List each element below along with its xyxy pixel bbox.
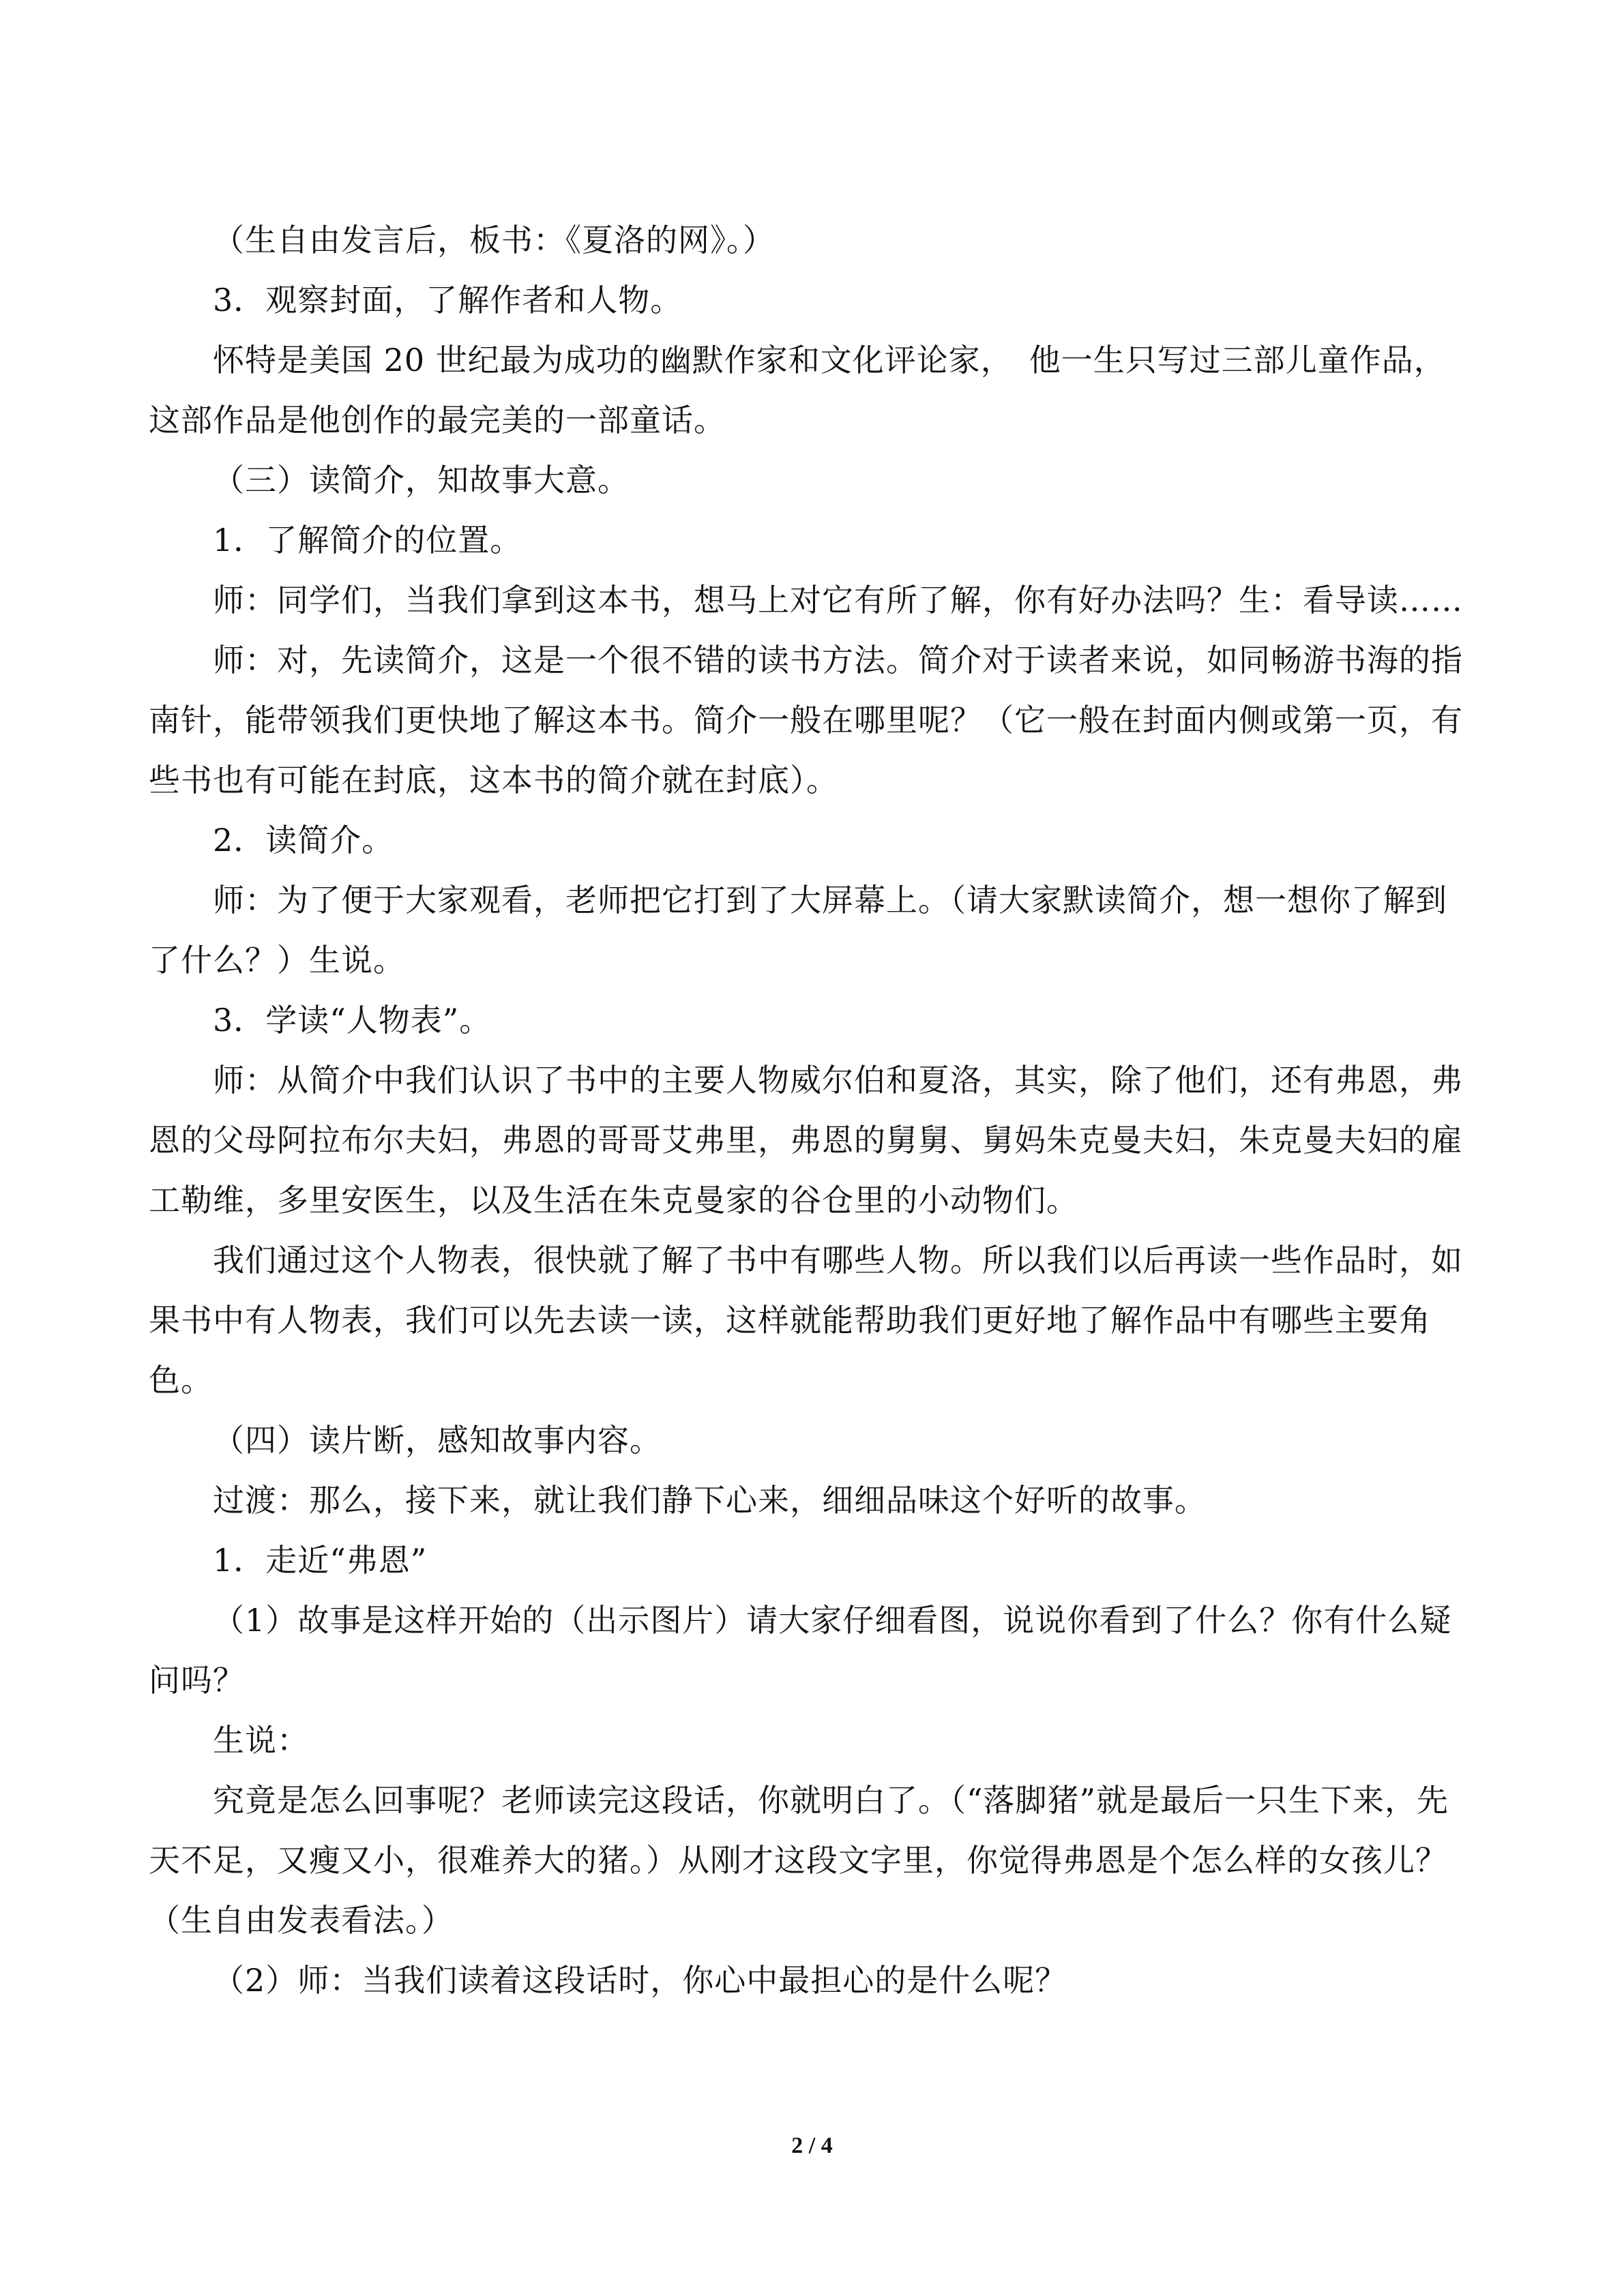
paragraph: 师：为了便于大家观看，老师把它打到了大屏幕上。（请大家默读简介，想一想你了解到了什么？）生说。	[149, 882, 1447, 979]
paragraph: 3．学读“人物表”。	[213, 1002, 492, 1039]
paragraph: 2．读简介。	[213, 822, 394, 859]
paragraph: （四）读片断，感知故事内容。	[213, 1422, 662, 1459]
paragraph: 生说：	[213, 1722, 309, 1759]
paragraph: 师：同学们，当我们拿到这本书，想马上对它有所了解，你有好办法吗？生：看导读……	[213, 582, 1463, 618]
paragraph: （生自由发言后，板书：《夏洛的网》。）	[213, 222, 775, 258]
page-number: 2 / 4	[791, 2133, 833, 2158]
paragraph: 过渡：那么，接下来，就让我们静下心来，细细品味这个好听的故事。	[213, 1482, 1207, 1519]
paragraph: （三）读简介，知故事大意。	[213, 462, 630, 498]
document-body	[149, 210, 1475, 2010]
paragraph: 怀特是美国 20 世纪最为成功的幽默作家和文化评论家， 他一生只写过三部儿童作品，这部作品是他创作的最完美的一部童话。	[149, 342, 1446, 438]
paragraph: （1）故事是这样开始的（出示图片）请大家仔细看图，说说你看到了什么？你有什么疑问吗？	[149, 1602, 1452, 1699]
paragraph: 师：从简介中我们认识了书中的主要人物威尔伯和夏洛，其实，除了他们，还有弗恩，弗恩的父母阿拉布尔夫妇，弗恩的哥哥艾弗里，弗恩的舅舅、舅妈朱克曼夫妇，朱克曼夫妇的雇工勒维，多里安医生，以及生活在朱克曼家的谷仓里的小动物们。	[149, 1062, 1463, 1219]
paragraph: 究竟是怎么回事呢？老师读完这段话，你就明白了。（“落脚猪”就是最后一只生下来，先天不足，又瘦又小，很难养大的猪。）从刚才这段文字里，你觉得弗恩是个怎么样的女孩儿？（生自由发表看法。）	[149, 1782, 1449, 1939]
paragraph: 师：对，先读简介，这是一个很不错的读书方法。简介对于读者来说，如同畅游书海的指南针，能带领我们更快地了解这本书。简介一般在哪里呢？（它一般在封面内侧或第一页，有些书也有可能在封底，这本书的简介就在封底）。	[149, 642, 1463, 799]
paragraph: 1．了解简介的位置。	[213, 522, 522, 558]
paragraph: 1．走近“弗恩”	[213, 1542, 428, 1579]
paragraph: 我们通过这个人物表，很快就了解了书中有哪些人物。所以我们以后再读一些作品时，如果书中有人物表，我们可以先去读一读，这样就能帮助我们更好地了解作品中有哪些主要角色。	[149, 1242, 1463, 1399]
paragraph: （2）师：当我们读着这段话时，你心中最担心的是什么呢？	[213, 1962, 1067, 1999]
paragraph: 3．观察封面，了解作者和人物。	[213, 282, 683, 318]
